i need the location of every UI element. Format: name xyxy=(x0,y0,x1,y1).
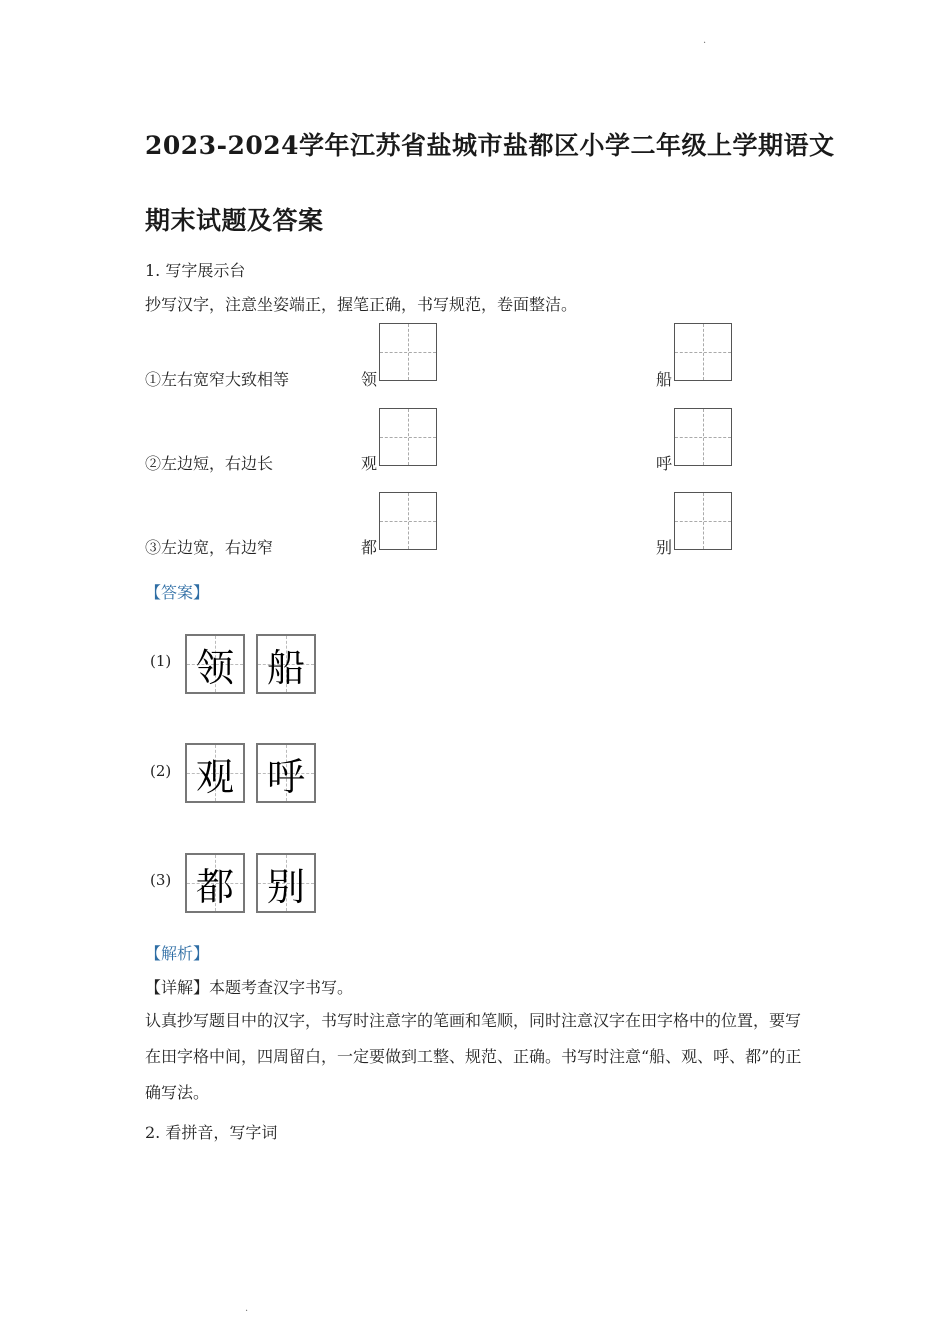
answer-char: 都 xyxy=(195,864,234,909)
answer-tag: 【答案】 xyxy=(145,583,210,602)
answer-3-number: (3) xyxy=(150,871,172,889)
question-1-heading: 1. 写字展示台 xyxy=(145,261,246,280)
answer-grid-3-2 xyxy=(256,853,316,913)
row-1-char-2: 船 xyxy=(656,370,673,389)
detail-line: 【详解】本题考查汉字书写。 xyxy=(145,978,354,997)
answer-grid-1-1 xyxy=(185,634,245,694)
answer-char: 别 xyxy=(266,864,305,909)
answer-grid-2-2 xyxy=(256,743,316,803)
answer-grid-1-2 xyxy=(256,634,316,694)
row-2-char-1: 观 xyxy=(361,454,378,473)
answer-char: 船 xyxy=(266,645,305,690)
row-2-char-2: 呼 xyxy=(656,454,673,473)
answer-char: 领 xyxy=(195,645,234,690)
analysis-tag: 【解析】 xyxy=(145,944,210,963)
answer-2-number: (2) xyxy=(150,762,172,780)
answer-grid-3-1 xyxy=(185,853,245,913)
footer-mark: · xyxy=(245,1306,249,1317)
practice-grid-1-1 xyxy=(379,323,437,381)
question-1-instruction: 抄写汉字，注意坐姿端正，握笔正确，书写规范，卷面整洁。 xyxy=(145,295,578,314)
answer-char: 呼 xyxy=(266,754,305,799)
answer-char: 观 xyxy=(195,754,234,799)
row-3-label: ③左边宽，右边窄 xyxy=(145,538,274,557)
row-1-char-1: 领 xyxy=(361,370,378,389)
practice-grid-2-2 xyxy=(674,408,732,466)
row-3-char-2: 别 xyxy=(656,538,673,557)
header-mark: · xyxy=(703,38,707,49)
answer-1-number: (1) xyxy=(150,652,172,670)
page-title-line-2: 期末试题及答案 xyxy=(145,206,324,235)
row-3-char-1: 都 xyxy=(361,538,378,557)
practice-grid-1-2 xyxy=(674,323,732,381)
row-2-label: ②左边短，右边长 xyxy=(145,454,274,473)
answer-grid-2-1 xyxy=(185,743,245,803)
page-title-line-1: 2023-2024学年江苏省盐城市盐都区小学二年级上学期语文 xyxy=(145,131,835,160)
practice-grid-3-1 xyxy=(379,492,437,550)
row-1-label: ①左右宽窄大致相等 xyxy=(145,370,290,389)
detail-paragraph: 认真抄写题目中的汉字，书写时注意字的笔画和笔顺，同时注意汉字在田字格中的位置，要写在田字格中间，四周留白，一定要做到工整、规范、正确。书写时注意“船、观、呼、都”的正确写法。 xyxy=(145,1011,802,1102)
practice-grid-2-1 xyxy=(379,408,437,466)
practice-grid-3-2 xyxy=(674,492,732,550)
question-2-heading: 2. 看拼音，写字词 xyxy=(145,1123,278,1142)
